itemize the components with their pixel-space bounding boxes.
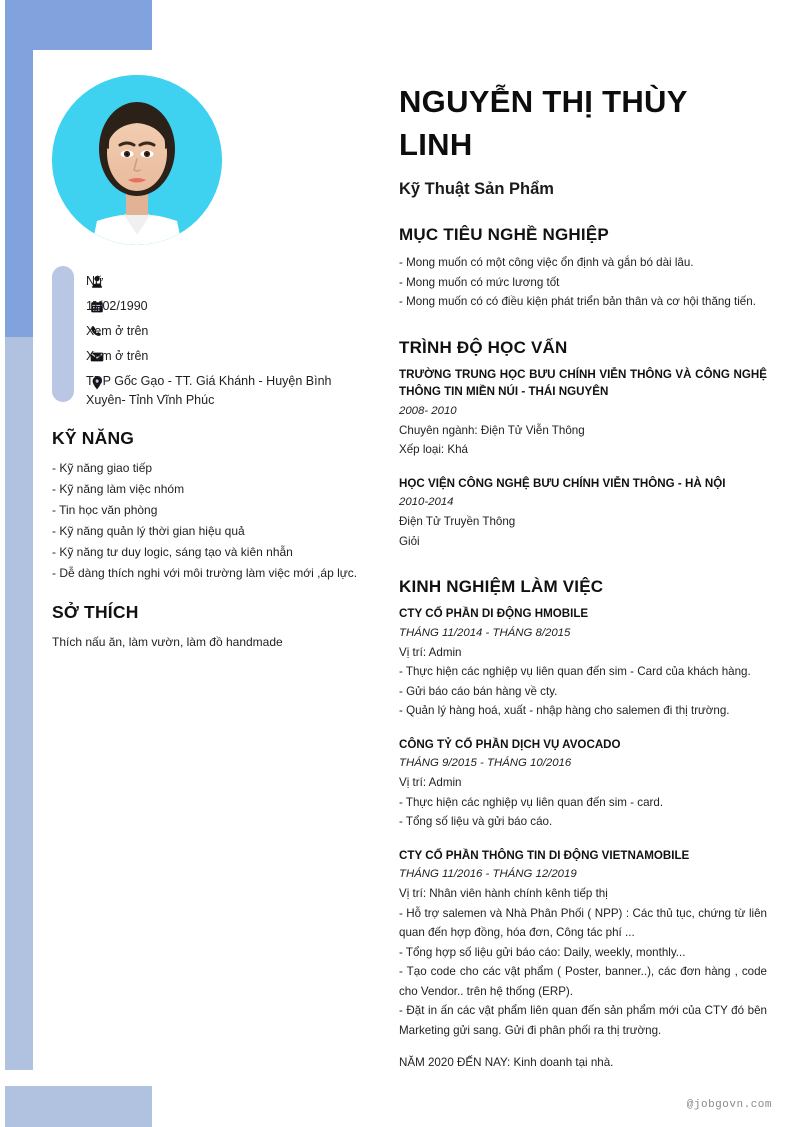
contact-value-gender: Nữ: [86, 274, 104, 288]
experience-entry: [399, 736, 767, 832]
education-section: [399, 338, 767, 552]
hobbies-text: Thích nấu ăn, làm vườn, làm đồ handmade: [52, 635, 283, 649]
skills-title: KỸ NĂNG: [52, 428, 135, 448]
skill-item: - Kỹ năng làm việc nhóm: [52, 482, 185, 496]
job-role: Kỹ Thuật Sản Phẩm: [399, 180, 554, 198]
experience-period: THÁNG 11/2014 - THÁNG 8/2015: [399, 626, 571, 639]
experience-position: Vị trí: Admin: [399, 645, 462, 659]
experience-bullet: - Tổng hợp số liệu gửi báo cáo: Daily, weekly, monthly...: [399, 945, 686, 959]
objective-title: MỤC TIÊU NGHỀ NGHIỆP: [399, 225, 609, 244]
decor-bottom-block: [5, 1086, 152, 1127]
objective-item: - Mong muốn có có điều kiện phát triển bản thân và cơ hội thăng tiến.: [399, 295, 756, 308]
experience-period: THÁNG 9/2015 - THÁNG 10/2016: [399, 757, 572, 769]
skill-item: - Kỹ năng tư duy logic, sáng tạo và kiên nhẫn: [52, 545, 293, 559]
experience-note: NĂM 2020 ĐẾN NAY: Kinh doanh tại nhà.: [399, 1056, 614, 1069]
education-grade: Giỏi: [399, 534, 420, 548]
watermark: @jobgovn.com: [686, 1099, 772, 1111]
education-period: 2008- 2010: [399, 404, 457, 417]
contact-value-email: Xem ở trên: [86, 349, 149, 363]
contact-value-birthdate: 11/02/1990: [86, 299, 148, 313]
education-school: TRƯỜNG TRUNG HỌC BƯU CHÍNH VIỄN THÔNG VÀ CÔNG NGHỆ THÔNG TIN MIỀN NÚI - THÁI NGUYÊN: [399, 367, 767, 398]
experience-bullet: - Đặt in ấn các vật phẩm liên quan đến sản phẩm mới của CTY đó bên Marketing gửi sang. Gửi đi phân phối ra thị trường.: [399, 1004, 767, 1037]
education-period: 2010-2014: [399, 496, 454, 508]
decor-left-bar-dark: [5, 50, 33, 337]
contact-value-address: TDP Gốc Gạo - TT. Giá Khánh - Huyện Bình Xuyên- Tỉnh Vĩnh Phúc: [86, 374, 332, 407]
experience-company: CÔNG TỶ CỔ PHẦN DỊCH VỤ AVOCADO: [399, 737, 621, 751]
experience-company: CTY CỔ PHẦN DI ĐỘNG HMOBILE: [399, 607, 589, 620]
experience-section: [399, 577, 767, 1073]
contact-block: [52, 269, 372, 410]
decor-top-block: [5, 0, 152, 50]
experience-bullet: - Thực hiện các nghiệp vụ liên quan đến sim - card.: [399, 795, 664, 809]
skill-item: - Kỹ năng giao tiếp: [52, 461, 153, 475]
skill-item: - Kỹ năng quản lý thời gian hiệu quả: [52, 524, 245, 538]
experience-position: Vị trí: Admin: [399, 776, 462, 789]
experience-bullet: - Quản lý hàng hoá, xuất - nhập hàng cho salemen đi thị trường.: [399, 704, 730, 717]
education-major: Điện Tử Truyền Thông: [399, 515, 516, 528]
contact-item-phone: [86, 319, 372, 344]
experience-bullet: - Thực hiện các nghiệp vụ liên quan đến sim - Card của khách hàng.: [399, 665, 751, 678]
objective-item: - Mong muốn có một công việc ổn định và gắn bó dài lâu.: [399, 256, 694, 269]
contact-item-birthdate: [86, 294, 372, 319]
experience-position: Vị trí: Nhân viên hành chính kênh tiếp thị: [399, 887, 608, 900]
hobbies-title: SỞ THÍCH: [52, 602, 139, 622]
experience-bullet: - Tổng số liệu và gửi báo cáo.: [399, 815, 553, 828]
education-grade: Xếp loại: Khá: [399, 443, 468, 456]
contact-item-address: [86, 369, 372, 410]
page-title: NGUYỄN THỊ THÙY LINH: [399, 84, 688, 162]
experience-entry: [399, 847, 767, 1041]
skills-section: [52, 428, 372, 584]
experience-company: CTY CỔ PHẦN THÔNG TIN DI ĐỘNG VIETNAMOBILE: [399, 848, 690, 862]
education-entry: [399, 366, 767, 460]
experience-title: KINH NGHIỆM LÀM VIỆC: [399, 577, 604, 596]
contact-item-email: [86, 344, 372, 369]
experience-bullet: - Gửi báo cáo bán hàng về cty.: [399, 684, 558, 698]
experience-period: THÁNG 11/2016 - THÁNG 12/2019: [399, 868, 577, 880]
experience-bullet: - Hỗ trợ salemen và Nhà Phân Phối ( NPP) : Các thủ tục, chứng từ liên quan đến hợp đồng, hóa đơn, Công tác phí ...: [399, 906, 767, 939]
objective-item: - Mong muốn có mức lương tốt: [399, 275, 560, 289]
skill-item: - Tin học văn phòng: [52, 503, 158, 517]
education-title: TRÌNH ĐỘ HỌC VẤN: [399, 337, 568, 357]
contact-value-phone: Xem ở trên: [86, 324, 149, 338]
objective-section: [399, 225, 767, 312]
experience-entry: [399, 605, 767, 721]
contact-item-gender: [86, 269, 372, 294]
decor-left-bar-light: [5, 337, 33, 1070]
contact-icon-strip: [52, 266, 74, 402]
skill-item: - Dễ dàng thích nghi với môi trường làm việc mới ,áp lực.: [52, 566, 358, 580]
education-major: Chuyên ngành: Điện Tử Viễn Thông: [399, 423, 585, 437]
right-column: [399, 80, 767, 1073]
experience-bullet: - Tạo code cho các vật phẩm ( Poster, banner..), các đơn hàng , code cho Vendor.. trên hệ thống (ERP).: [399, 965, 767, 998]
education-school: HỌC VIỆN CÔNG NGHỆ BƯU CHÍNH VIỄN THÔNG - HÀ NỘI: [399, 476, 726, 490]
profile-photo: [52, 75, 222, 245]
hobbies-section: [52, 602, 372, 652]
education-entry: [399, 475, 767, 552]
left-column: [52, 75, 372, 652]
